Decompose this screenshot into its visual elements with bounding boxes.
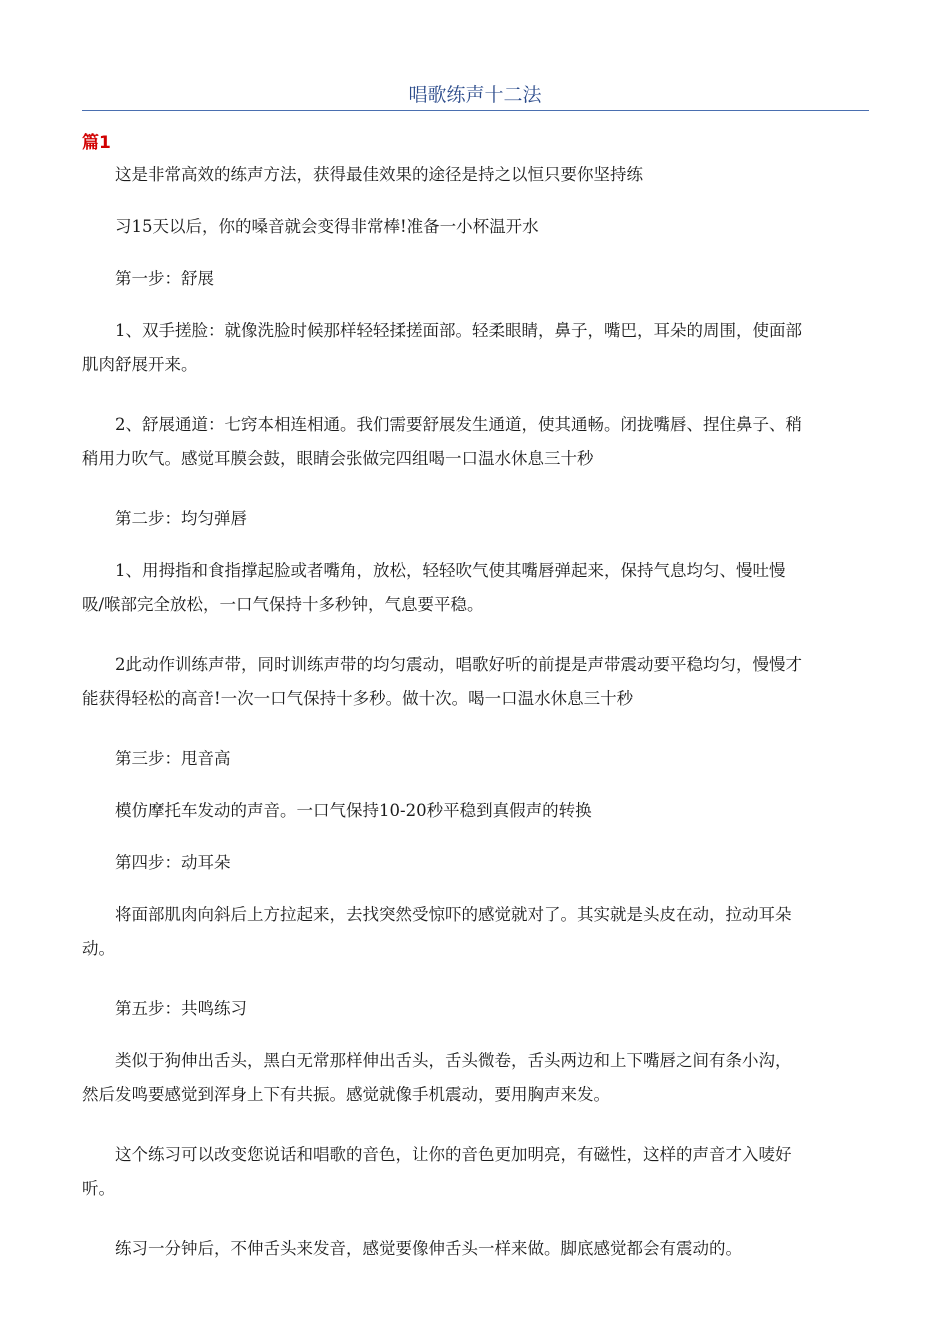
paragraph-text: 2、舒展通道：七窍本相连相通。我们需要舒展发生通道，使其通畅。闭拢嘴唇、捏住鼻子、稍 xyxy=(115,415,802,434)
paragraph-text-continued: 吸/喉部完全放松，一口气保持十多秒钟，气息要平稳。 xyxy=(82,595,484,614)
document-title: 唱歌练声十二法 xyxy=(408,84,542,106)
step-5-heading xyxy=(82,992,872,1026)
paragraph-text: 模仿摩托车发动的声音。一口气保持10-20秒平稳到真假声的转换 xyxy=(115,801,592,820)
step-heading-text: 第二步：均匀弹唇 xyxy=(115,509,247,528)
paragraph-step3 xyxy=(82,794,872,828)
paragraph-text: 这个练习可以改变您说话和唱歌的音色，让你的音色更加明亮，有磁性，这样的声音才入唛好 xyxy=(115,1145,792,1164)
paragraph-text-continued: 能获得轻松的高音!一次一口气保持十多秒。做十次。喝一口温水休息三十秒 xyxy=(82,689,634,708)
paragraph-step5-item3 xyxy=(82,1232,872,1266)
paragraph-text: 这是非常高效的练声方法，获得最佳效果的途径是持之以恒只要你坚持练 xyxy=(115,165,643,184)
paragraph-text: 将面部肌肉向斜后上方拉起来，去找突然受惊吓的感觉就对了。其实就是头皮在动，拉动耳朵 xyxy=(115,905,792,924)
paragraph-text: 类似于狗伸出舌头，黑白无常那样伸出舌头，舌头微卷，舌头两边和上下嘴唇之间有条小沟， xyxy=(115,1051,792,1070)
paragraph-text: 习15天以后，你的嗓音就会变得非常棒!准备一小杯温开水 xyxy=(115,217,539,236)
paragraph-text-continued: 稍用力吹气。感觉耳膜会鼓，眼睛会张做完四组喝一口温水休息三十秒 xyxy=(82,449,594,468)
step-3-heading xyxy=(82,742,872,776)
step-4-heading xyxy=(82,846,872,880)
paragraph-text: 2此动作训练声带，同时训练声带的均匀震动，唱歌好听的前提是声带震动要平稳均匀，慢慢才 xyxy=(115,655,802,674)
step-1-heading xyxy=(82,262,872,296)
step-heading-text: 第五步：共鸣练习 xyxy=(115,999,247,1018)
paragraph-text-continued: 肌肉舒展开来。 xyxy=(82,355,198,374)
title-divider xyxy=(82,110,869,111)
paragraph-step1-item2 xyxy=(82,408,872,476)
paragraph-step1-item1 xyxy=(82,314,872,382)
paragraph-text-continued: 然后发鸣要感觉到浑身上下有共振。感觉就像手机震动，要用胸声来发。 xyxy=(82,1085,610,1104)
step-2-heading xyxy=(82,502,872,536)
paragraph-step4 xyxy=(82,898,872,966)
paragraph-intro-1 xyxy=(82,158,872,192)
paragraph-step5-item2 xyxy=(82,1138,872,1206)
paragraph-text-continued: 听。 xyxy=(82,1179,115,1198)
paragraph-step2-item1 xyxy=(82,554,872,622)
section-heading: 篇1 xyxy=(82,133,111,153)
paragraph-text: 1、用拇指和食指撑起脸或者嘴角，放松，轻轻吹气使其嘴唇弹起来，保持气息均匀、慢吐慢 xyxy=(115,561,786,580)
paragraph-step5-item1 xyxy=(82,1044,872,1112)
paragraph-text: 1、双手搓脸：就像洗脸时候那样轻轻揉搓面部。轻柔眼睛，鼻子，嘴巴，耳朵的周围，使面部 xyxy=(115,321,802,340)
step-heading-text: 第一步：舒展 xyxy=(115,269,214,288)
paragraph-intro-2 xyxy=(82,210,872,244)
step-heading-text: 第四步：动耳朵 xyxy=(115,853,231,872)
paragraph-text: 练习一分钟后，不伸舌头来发音，感觉要像伸舌头一样来做。脚底感觉都会有震动的。 xyxy=(115,1239,742,1258)
step-heading-text: 第三步：甩音高 xyxy=(115,749,231,768)
paragraph-text-continued: 动。 xyxy=(82,939,115,958)
paragraph-step2-item2 xyxy=(82,648,872,716)
